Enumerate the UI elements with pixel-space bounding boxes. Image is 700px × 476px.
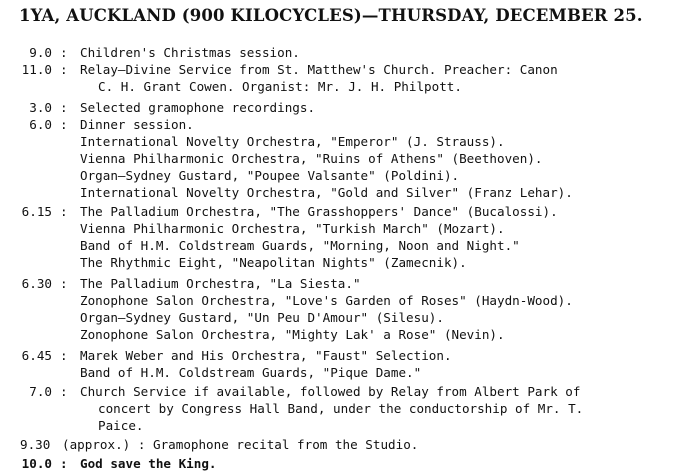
- separator: :: [60, 348, 68, 363]
- programme-text: The Palladium Orchestra, "The Grasshoppers' Dance" (Bucalossi).: [80, 204, 558, 219]
- programme-row: [0, 364, 700, 381]
- programme-row: [0, 400, 700, 417]
- programme-text: International Novelty Orchestra, "Gold and Silver" (Franz Lehar).: [80, 185, 573, 200]
- separator: :: [60, 45, 68, 60]
- time-label: 7.0: [29, 384, 52, 399]
- programme-text: concert by Congress Hall Band, under the conductorship of Mr. T.: [98, 401, 584, 416]
- programme-row: [0, 133, 700, 150]
- time-label: 9.30: [20, 437, 51, 452]
- programme-text: The Palladium Orchestra, "La Siesta.": [80, 276, 361, 291]
- programme-row: [0, 78, 700, 95]
- separator: :: [60, 204, 68, 219]
- separator: :: [60, 384, 68, 399]
- programme-text: Vienna Philharmonic Orchestra, "Ruins of Athens" (Beethoven).: [80, 151, 543, 166]
- programme-text: Dinner session.: [80, 117, 194, 132]
- programme-row: [0, 254, 700, 271]
- programme-row: [0, 309, 700, 326]
- time-label: 6.30: [21, 276, 52, 291]
- programme-row: [0, 275, 700, 292]
- programme-text: Band of H.M. Coldstream Guards, "Morning, Noon and Night.": [80, 238, 520, 253]
- programme-text: Children's Christmas session.: [80, 45, 300, 60]
- programme-text: Marek Weber and His Orchestra, "Faust" Selection.: [80, 348, 452, 363]
- programme-text: Zonophone Salon Orchestra, "Love's Garden of Roses" (Haydn-Wood).: [80, 293, 573, 308]
- separator: :: [60, 100, 68, 115]
- programme-row: [0, 44, 700, 61]
- programme-text: Organ—Sydney Gustard, "Poupee Valsante" (Poldini).: [80, 168, 460, 183]
- programme-text: (approx.) : Gramophone recital from the Studio.: [62, 437, 419, 452]
- programme-text: The Rhythmic Eight, "Neapolitan Nights" (Zamecnik).: [80, 255, 467, 270]
- programme-row: [0, 203, 700, 220]
- time-label: 11.0: [21, 62, 52, 77]
- time-label: 6.0: [29, 117, 52, 132]
- programme-text: C. H. Grant Cowen. Organist: Mr. J. H. Philpott.: [98, 79, 462, 94]
- programme-row: [0, 383, 700, 400]
- programme-text: International Novelty Orchestra, "Emperor" (J. Strauss).: [80, 134, 505, 149]
- programme-text: Zonophone Salon Orchestra, "Mighty Lak' a Rose" (Nevin).: [80, 327, 505, 342]
- programme-row: [0, 220, 700, 237]
- programme-row: [0, 237, 700, 254]
- programme-text: Paice.: [98, 418, 144, 433]
- programme-row: [0, 99, 700, 116]
- programme-row: [0, 436, 700, 453]
- time-label: 9.0: [29, 45, 52, 60]
- time-label: 10.0: [21, 456, 52, 471]
- programme-text: Relay—Divine Service from St. Matthew's Church. Preacher: Canon: [80, 62, 558, 77]
- programme-row: [0, 347, 700, 364]
- separator: :: [60, 456, 68, 471]
- programme-text: Band of H.M. Coldstream Guards, "Pique Dame.": [80, 365, 422, 380]
- programme-row: [0, 326, 700, 343]
- time-label: 6.45: [21, 348, 52, 363]
- time-label: 6.15: [21, 204, 52, 219]
- programme-row: [0, 167, 700, 184]
- separator: :: [60, 276, 68, 291]
- programme-heading: 1YA, AUCKLAND (900 KILOCYCLES)—THURSDAY, DECEMBER 25.: [19, 6, 643, 25]
- programme-text: Vienna Philharmonic Orchestra, "Turkish March" (Mozart).: [80, 221, 505, 236]
- programme-row: [0, 455, 700, 472]
- programme-row: [0, 150, 700, 167]
- time-label: 3.0: [29, 100, 52, 115]
- separator: :: [60, 62, 68, 77]
- programme-text: God save the King.: [80, 456, 217, 471]
- programme-text: Organ—Sydney Gustard, "Un Peu D'Amour" (Silesu).: [80, 310, 444, 325]
- programme-row: [0, 292, 700, 309]
- programme-row: [0, 417, 700, 434]
- programme-row: [0, 184, 700, 201]
- programme-text: Church Service if available, followed by Relay from Albert Park of: [80, 384, 581, 399]
- programme-row: [0, 116, 700, 133]
- programme-text: Selected gramophone recordings.: [80, 100, 316, 115]
- separator: :: [60, 117, 68, 132]
- programme-row: [0, 61, 700, 78]
